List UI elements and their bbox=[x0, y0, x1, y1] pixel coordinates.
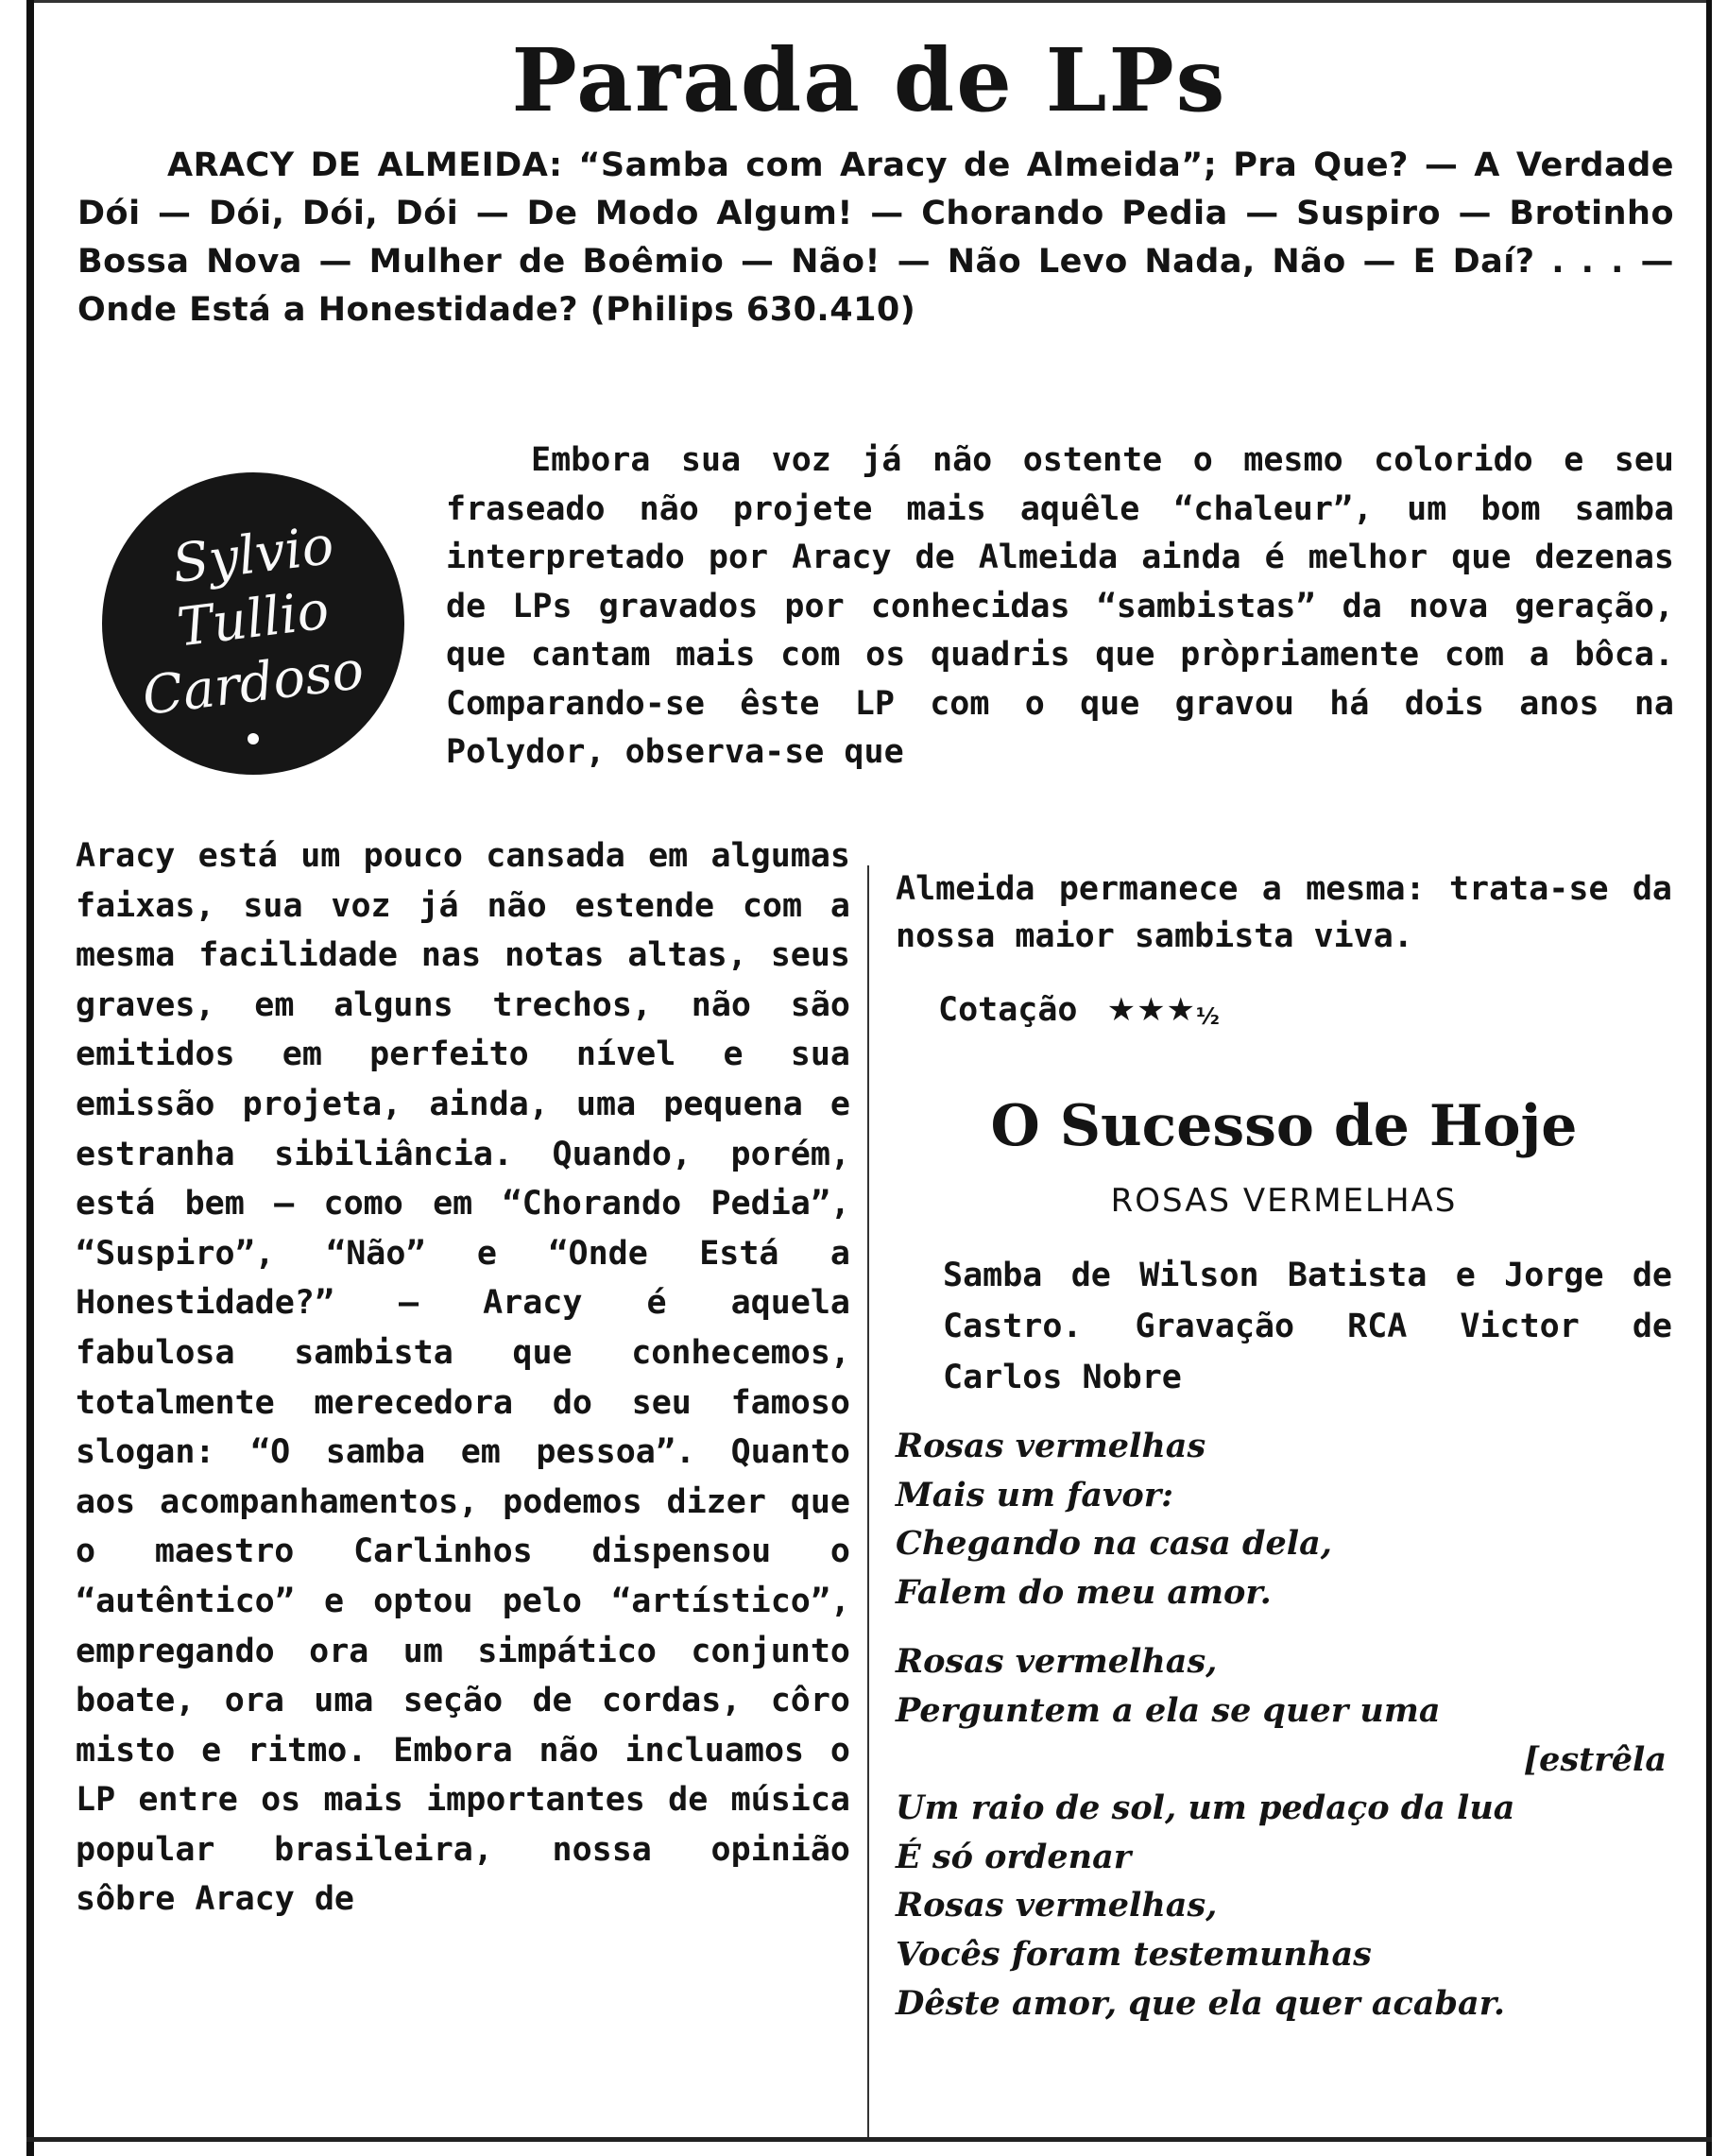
lyric-line: Dêste amor, que ela quer acabar. bbox=[896, 1983, 1506, 2023]
rating-label: Cotação bbox=[938, 991, 1078, 1029]
logo-line-3: Cardoso bbox=[139, 639, 368, 728]
column-divider bbox=[867, 865, 869, 2137]
review-left-column: Aracy está um pouco cansada em algumas faixas, sua voz já não estende com a mesma facilidade nas notas altas, seus graves, em alguns trechos, não são emitidos em perfeito nível e sua emissão projeta, ainda, uma pequena e estranha sibiliância. Quando, porém, está bem — como em “Chorando Pedia”, “Suspiro”, “Não” e “Onde Está a Honestidade?” — Aracy é aquela fabulosa sambista que conhecemos, totalmente merecedora do seu famoso slogan: “O samba em pessoa”. Quanto aos acompanhamentos, podemos dizer que o maestro Carlinhos dispensou o “autêntico” e optou pelo “artístico”, empregando ora um simpático conjunto boate, ora uma seção de cordas, côro misto e ritmo. Embora não incluamos o LP entre os mais importantes de música popular brasileira, nossa opinião sôbre Aracy de bbox=[76, 837, 850, 1919]
lyric-line: Rosas vermelhas bbox=[896, 1427, 1206, 1465]
rating-half: ½ bbox=[1196, 1003, 1221, 1030]
lyric-line: Chegando na casa dela, bbox=[896, 1524, 1332, 1564]
headline: Parada de LPs bbox=[511, 29, 1227, 131]
song-title: ROSAS VERMELHAS bbox=[1110, 1182, 1458, 1220]
columnist-logo bbox=[102, 472, 404, 775]
rating bbox=[938, 986, 1672, 1040]
feature-title: O Sucesso de Hoje bbox=[990, 1093, 1578, 1159]
lyric-line: Falem do meu amor. bbox=[896, 1572, 1272, 1612]
logo-line-2: Tullio bbox=[174, 579, 333, 659]
lyric-line: Mais um favor: bbox=[896, 1475, 1174, 1514]
lyric-line: Rosas vermelhas, bbox=[896, 1886, 1218, 1925]
lyric-line-continuation: [estrêla bbox=[1523, 1739, 1667, 1779]
right-border-rule bbox=[1706, 0, 1712, 2156]
lyric-line: Rosas vermelhas, bbox=[896, 1642, 1218, 1682]
review-right-column: Almeida permanece a mesma: trata-se da nossa maior sambista viva. bbox=[896, 870, 1672, 955]
logo-line-1: Sylvio bbox=[169, 514, 337, 596]
lyric-line: Perguntem a ela se quer uma bbox=[896, 1690, 1441, 1730]
record-info: ARACY DE ALMEIDA: “Samba com Aracy de Almeida”; Pra Que? — A Verdade Dói — Dói, Dói, Dói — De Modo Algum! — Chorando Pedia — Suspiro — Brotinho Bossa Nova — Mulher de Boêmio — Não! — Não Levo Nada, Não — E Daí? . . . — Onde Está a Honestidade? (Philips 630.410) bbox=[77, 146, 1674, 329]
lyric-line: Vocês foram testemunhas bbox=[896, 1934, 1372, 1974]
right-column bbox=[896, 865, 1672, 2028]
rating-star-glyphs: ★★★ bbox=[1106, 991, 1197, 1029]
left-border-rule bbox=[26, 0, 34, 2156]
bottom-border-rule bbox=[26, 2137, 1712, 2142]
lyric-line: É só ordenar bbox=[896, 1837, 1132, 1876]
song-credits: Samba de Wilson Batista e Jorge de Castro. Gravação RCA Victor de Carlos Nobre bbox=[943, 1257, 1672, 1396]
lyrics-stanza-1 bbox=[896, 1422, 1672, 1617]
lyric-line: Um raio de sol, um pedaço da lua bbox=[896, 1788, 1515, 1828]
lyrics-stanza-2 bbox=[896, 1637, 1672, 2028]
top-border bbox=[26, 0, 1712, 3]
review-intro: Embora sua voz já não ostente o mesmo colorido e seu fraseado não projete mais aquêle “chaleur”, um bom samba interpretado por Aracy de Almeida ainda é melhor que dezenas de LPs gravados por conhecidas “sambistas” da nova geração, que cantam mais com os quadris que pròpriamente com a bôca. Comparando-se êste LP com o que gravou há dois anos na Polydor, observa-se que bbox=[446, 441, 1674, 771]
rating-stars bbox=[1107, 991, 1221, 1029]
logo-dot bbox=[248, 733, 259, 744]
